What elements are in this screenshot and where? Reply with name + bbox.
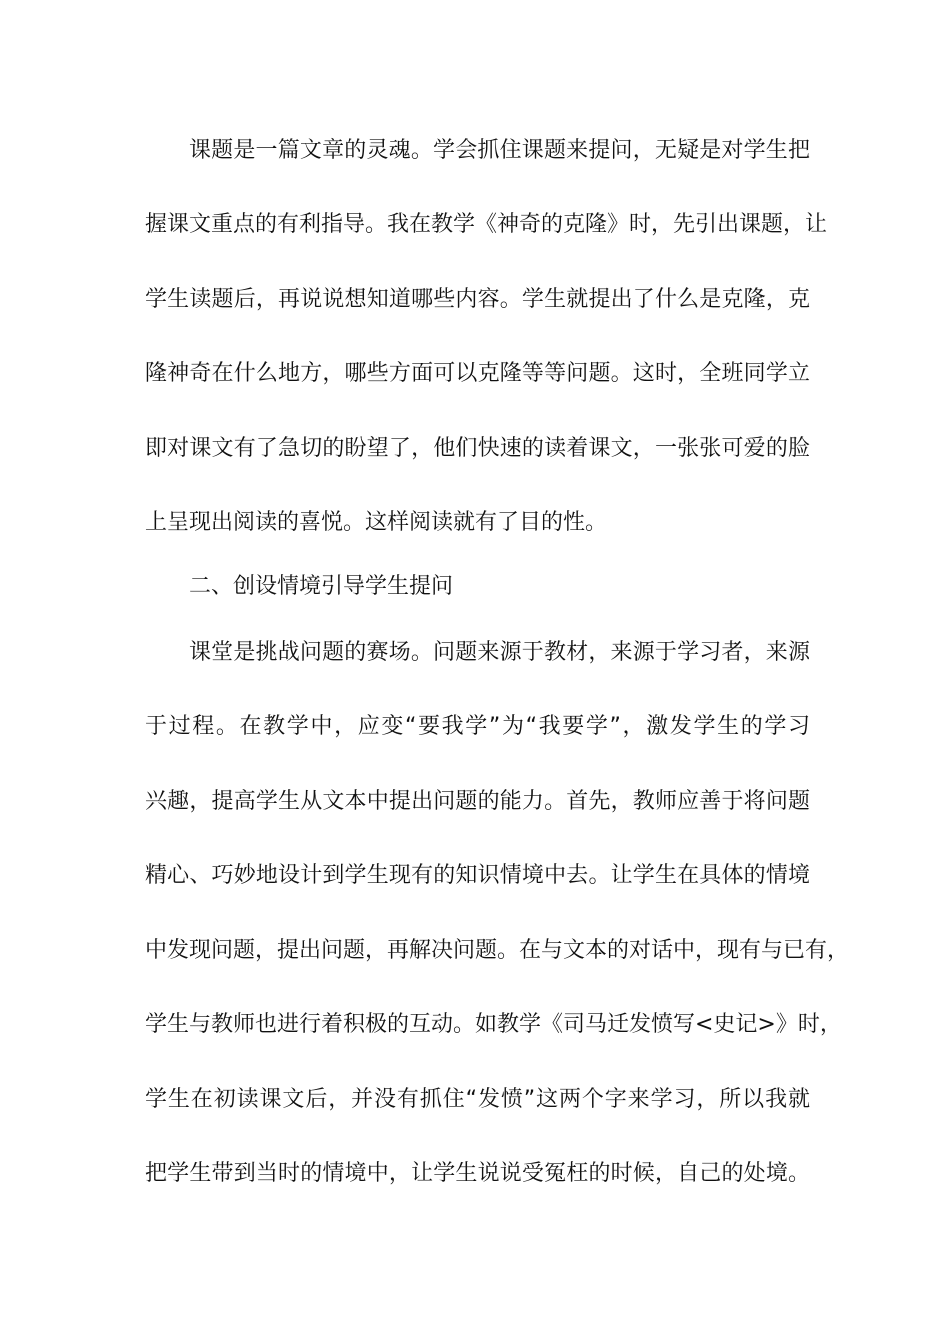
paragraph-line: 学生与教师也进行着积极的互动。如教学《司马迁发愤写<史记>》时，: [145, 1012, 842, 1037]
paragraph-line: 隆神奇在什么地方，哪些方面可以克隆等等问题。这时，全班同学立: [145, 361, 810, 386]
paragraph-line: 课题是一篇文章的灵魂。学会抓住课题来提问，无疑是对学生把: [189, 138, 810, 163]
paragraph-line: 课堂是挑战问题的赛场。问题来源于教材，来源于学习者，来源: [189, 640, 810, 665]
paragraph-line: 于过程。在教学中，应变“要我学”为“我要学”，激发学生的学习: [145, 714, 810, 739]
paragraph-line: 即对课文有了急切的盼望了，他们快速的读着课文，一张张可爱的脸: [145, 436, 810, 461]
section-heading: 二、创设情境引导学生提问: [189, 574, 454, 599]
paragraph-line: 上呈现出阅读的喜悦。这样阅读就有了目的性。: [145, 510, 608, 535]
paragraph-line: 学生在初读课文后，并没有抓住“发愤”这两个字来学习，所以我就: [145, 1087, 810, 1112]
paragraph-line: 把学生带到当时的情境中，让学生说说受冤枉的时候，自己的处境。: [145, 1161, 810, 1186]
paragraph-line: 精心、巧妙地设计到学生现有的知识情境中去。让学生在具体的情境: [145, 863, 810, 888]
paragraph-line: 兴趣，提高学生从文本中提出问题的能力。首先，教师应善于将问题: [145, 789, 810, 814]
paragraph-line: 中发现问题，提出问题，再解决问题。在与文本的对话中，现有与已有，: [145, 938, 850, 963]
paragraph-line: 握课文重点的有利指导。我在教学《神奇的克隆》时，先引出课题，让: [145, 212, 828, 237]
paragraph-line: 学生读题后，再说说想知道哪些内容。学生就提出了什么是克隆，克: [145, 287, 810, 312]
